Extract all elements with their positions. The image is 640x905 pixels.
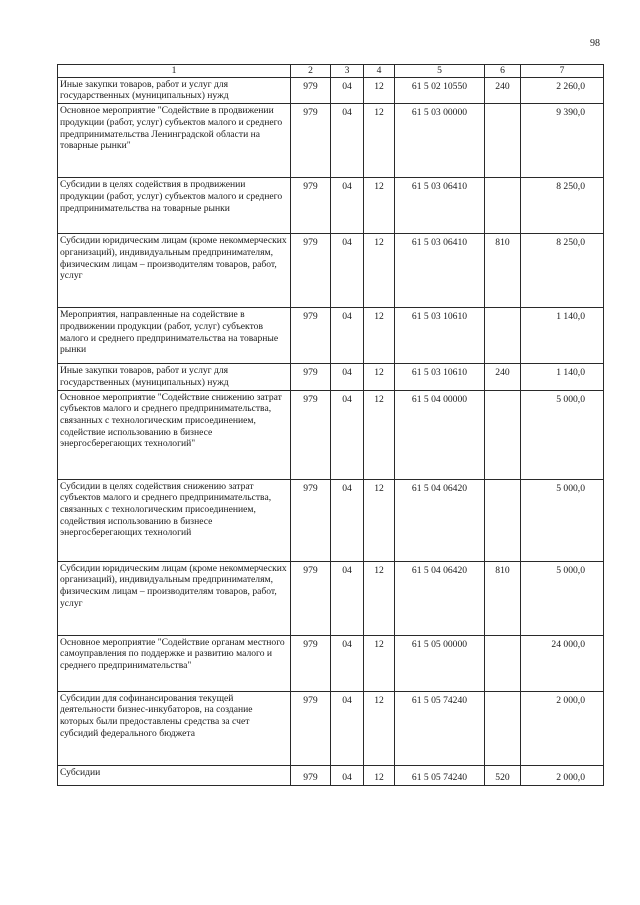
cell-csr: 61 5 03 10610 bbox=[395, 308, 485, 364]
cell-vr: 240 bbox=[485, 77, 521, 103]
header-cell: 2 bbox=[291, 65, 331, 78]
cell-rz: 04 bbox=[331, 178, 364, 234]
table-row bbox=[58, 234, 604, 308]
header-cell: 5 bbox=[395, 65, 485, 78]
cell-grbs: 979 bbox=[291, 479, 331, 561]
cell-vr bbox=[485, 178, 521, 234]
cell-csr: 61 5 05 74240 bbox=[395, 765, 485, 785]
cell-vr bbox=[485, 104, 521, 178]
header-cell: 6 bbox=[485, 65, 521, 78]
cell-csr: 61 5 05 74240 bbox=[395, 691, 485, 765]
cell-grbs: 979 bbox=[291, 691, 331, 765]
cell-pr: 12 bbox=[364, 635, 395, 691]
cell-rz: 04 bbox=[331, 104, 364, 178]
header-cell: 3 bbox=[331, 65, 364, 78]
cell-name: Основное мероприятие "Содействие в продвижении продукции (работ, услуг) субъектов малого и среднего предпринимательства Ленинградской области на товарные рынки" bbox=[58, 104, 291, 178]
cell-pr: 12 bbox=[364, 561, 395, 635]
cell-rz: 04 bbox=[331, 77, 364, 103]
cell-pr: 12 bbox=[364, 178, 395, 234]
cell-vr: 810 bbox=[485, 234, 521, 308]
cell-vr: 810 bbox=[485, 561, 521, 635]
cell-name: Субсидии в целях содействия снижению затрат субъектов малого и среднего предпринимательства, связанных с технологическим присоединением, содействия использованию в бизнесе энергосберегающих технологий bbox=[58, 479, 291, 561]
cell-pr: 12 bbox=[364, 308, 395, 364]
cell-rz: 04 bbox=[331, 691, 364, 765]
cell-vr bbox=[485, 479, 521, 561]
cell-name: Основное мероприятие "Содействие органам местного самоуправления по поддержке и развитию малого и среднего предпринимательства" bbox=[58, 635, 291, 691]
cell-vr bbox=[485, 635, 521, 691]
cell-csr: 61 5 03 10610 bbox=[395, 364, 485, 390]
cell-rz: 04 bbox=[331, 390, 364, 479]
cell-name: Субсидии юридическим лицам (кроме некоммерческих организаций), индивидуальным предпринимателям, физическим лицам – производителям товаров, работ, услуг bbox=[58, 561, 291, 635]
cell-vr: 240 bbox=[485, 364, 521, 390]
cell-sum: 5 000,0 bbox=[521, 561, 604, 635]
cell-csr: 61 5 03 06410 bbox=[395, 234, 485, 308]
cell-sum: 24 000,0 bbox=[521, 635, 604, 691]
cell-rz: 04 bbox=[331, 765, 364, 785]
cell-grbs: 979 bbox=[291, 364, 331, 390]
cell-sum: 5 000,0 bbox=[521, 390, 604, 479]
cell-pr: 12 bbox=[364, 765, 395, 785]
cell-rz: 04 bbox=[331, 364, 364, 390]
table-row bbox=[58, 77, 604, 103]
table-row bbox=[58, 390, 604, 479]
cell-vr: 520 bbox=[485, 765, 521, 785]
header-cell: 1 bbox=[58, 65, 291, 78]
cell-name: Иные закупки товаров, работ и услуг для государственных (муниципальных) нужд bbox=[58, 77, 291, 103]
table-row bbox=[58, 691, 604, 765]
cell-vr bbox=[485, 691, 521, 765]
cell-grbs: 979 bbox=[291, 104, 331, 178]
cell-csr: 61 5 02 10550 bbox=[395, 77, 485, 103]
table-row bbox=[58, 104, 604, 178]
cell-sum: 5 000,0 bbox=[521, 479, 604, 561]
table-row bbox=[58, 479, 604, 561]
cell-name: Мероприятия, направленные на содействие в продвижении продукции (работ, услуг) субъектов малого и среднего предпринимательства на товарные рынки bbox=[58, 308, 291, 364]
cell-pr: 12 bbox=[364, 364, 395, 390]
cell-vr bbox=[485, 390, 521, 479]
cell-csr: 61 5 04 06420 bbox=[395, 561, 485, 635]
header-cell: 7 bbox=[521, 65, 604, 78]
cell-pr: 12 bbox=[364, 390, 395, 479]
cell-csr: 61 5 03 06410 bbox=[395, 178, 485, 234]
table-row bbox=[58, 178, 604, 234]
cell-grbs: 979 bbox=[291, 77, 331, 103]
cell-grbs: 979 bbox=[291, 308, 331, 364]
table-row bbox=[58, 364, 604, 390]
page-number: 98 bbox=[590, 38, 600, 49]
cell-grbs: 979 bbox=[291, 765, 331, 785]
cell-name: Субсидии bbox=[58, 765, 291, 785]
cell-sum: 9 390,0 bbox=[521, 104, 604, 178]
cell-csr: 61 5 04 06420 bbox=[395, 479, 485, 561]
table-header-row bbox=[58, 65, 604, 78]
cell-rz: 04 bbox=[331, 561, 364, 635]
cell-grbs: 979 bbox=[291, 635, 331, 691]
cell-csr: 61 5 03 00000 bbox=[395, 104, 485, 178]
cell-pr: 12 bbox=[364, 234, 395, 308]
cell-sum: 2 000,0 bbox=[521, 765, 604, 785]
cell-pr: 12 bbox=[364, 77, 395, 103]
budget-table bbox=[57, 64, 604, 786]
cell-rz: 04 bbox=[331, 479, 364, 561]
cell-sum: 1 140,0 bbox=[521, 364, 604, 390]
cell-rz: 04 bbox=[331, 635, 364, 691]
cell-sum: 1 140,0 bbox=[521, 308, 604, 364]
cell-rz: 04 bbox=[331, 308, 364, 364]
cell-grbs: 979 bbox=[291, 561, 331, 635]
cell-name: Иные закупки товаров, работ и услуг для государственных (муниципальных) нужд bbox=[58, 364, 291, 390]
cell-rz: 04 bbox=[331, 234, 364, 308]
cell-sum: 2 260,0 bbox=[521, 77, 604, 103]
cell-grbs: 979 bbox=[291, 178, 331, 234]
header-cell: 4 bbox=[364, 65, 395, 78]
table-row bbox=[58, 308, 604, 364]
cell-sum: 8 250,0 bbox=[521, 234, 604, 308]
cell-name: Субсидии юридическим лицам (кроме некоммерческих организаций), индивидуальным предпринимателям, физическим лицам – производителям товаров, работ, услуг bbox=[58, 234, 291, 308]
cell-sum: 2 000,0 bbox=[521, 691, 604, 765]
cell-csr: 61 5 04 00000 bbox=[395, 390, 485, 479]
cell-sum: 8 250,0 bbox=[521, 178, 604, 234]
cell-grbs: 979 bbox=[291, 390, 331, 479]
table-row bbox=[58, 635, 604, 691]
cell-pr: 12 bbox=[364, 104, 395, 178]
table-row bbox=[58, 561, 604, 635]
cell-pr: 12 bbox=[364, 691, 395, 765]
cell-vr bbox=[485, 308, 521, 364]
cell-name: Субсидии в целях содействия в продвижении продукции (работ, услуг) субъектов малого и среднего предпринимательства на товарные рынки bbox=[58, 178, 291, 234]
cell-name: Субсидии для софинансирования текущей деятельности бизнес-инкубаторов, на создание которых были предоставлены средства за счет субсидий федерального бюджета bbox=[58, 691, 291, 765]
cell-pr: 12 bbox=[364, 479, 395, 561]
cell-name: Основное мероприятие "Содействие снижению затрат субъектов малого и среднего предпринимательства, связанных с технологическим присоединением, содействие использованию в бизнесе энергосберегающих технологий" bbox=[58, 390, 291, 479]
table-row bbox=[58, 765, 604, 785]
cell-csr: 61 5 05 00000 bbox=[395, 635, 485, 691]
cell-grbs: 979 bbox=[291, 234, 331, 308]
